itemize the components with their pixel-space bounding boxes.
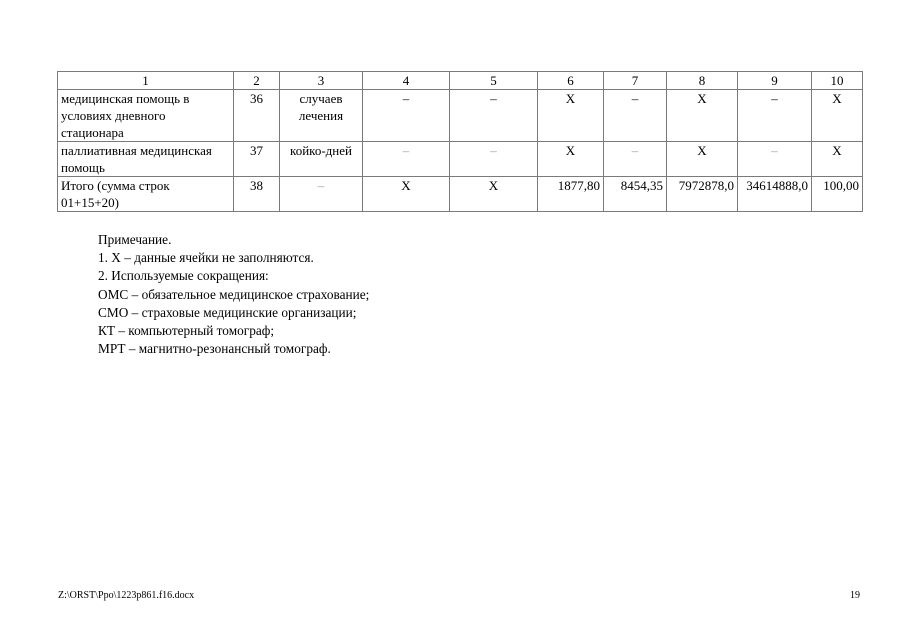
header-cell: 3 bbox=[280, 72, 363, 90]
row-label: медицинская помощь в условиях дневного стационара bbox=[58, 90, 234, 142]
table-cell: Х bbox=[538, 90, 604, 142]
table-cell: 8454,35 bbox=[604, 177, 667, 212]
table-cell: – bbox=[604, 142, 667, 177]
header-cell: 5 bbox=[450, 72, 538, 90]
header-row bbox=[58, 72, 863, 90]
table-cell: 34614888,0 bbox=[738, 177, 812, 212]
table-cell: – bbox=[450, 90, 538, 142]
row-number: 38 bbox=[234, 177, 280, 212]
note-line: КТ – компьютерный томограф; bbox=[98, 323, 275, 339]
header-cell: 2 bbox=[234, 72, 280, 90]
note-line: МРТ – магнитно-резонансный томограф. bbox=[98, 341, 331, 357]
table-cell: – bbox=[738, 142, 812, 177]
data-table bbox=[57, 71, 863, 212]
note-heading: Примечание. bbox=[98, 232, 172, 247]
table-cell: 7972878,0 bbox=[667, 177, 738, 212]
row-label: Итого (сумма строк 01+15+20) bbox=[58, 177, 234, 212]
table-cell: – bbox=[450, 142, 538, 177]
unit-cell: случаев лечения bbox=[280, 90, 363, 142]
table-row bbox=[58, 142, 863, 177]
table-row bbox=[58, 90, 863, 142]
row-number: 36 bbox=[234, 90, 280, 142]
header-cell: 8 bbox=[667, 72, 738, 90]
table-cell: Х bbox=[667, 142, 738, 177]
row-label: паллиативная медицинская помощь bbox=[58, 142, 234, 177]
table-cell: Х bbox=[812, 142, 863, 177]
row-number: 37 bbox=[234, 142, 280, 177]
table-cell: Х bbox=[667, 90, 738, 142]
table-cell: 100,00 bbox=[812, 177, 863, 212]
header-cell: 7 bbox=[604, 72, 667, 90]
footer-file-path: Z:\ORST\Ppo\1223p861.f16.docx bbox=[58, 590, 195, 601]
table-cell: – bbox=[738, 90, 812, 142]
unit-cell: – bbox=[280, 177, 363, 212]
table-cell: Х bbox=[450, 177, 538, 212]
table-cell: – bbox=[604, 90, 667, 142]
note-line: 1. Х – данные ячейки не заполняются. bbox=[98, 250, 314, 266]
note-line: 2. Используемые сокращения: bbox=[98, 268, 269, 284]
header-cell: 10 bbox=[812, 72, 863, 90]
table-cell: Х bbox=[538, 142, 604, 177]
table-cell: – bbox=[363, 142, 450, 177]
table-row bbox=[58, 177, 863, 212]
table-cell: 1877,80 bbox=[538, 177, 604, 212]
note-block bbox=[98, 231, 369, 358]
header-cell: 4 bbox=[363, 72, 450, 90]
header-cell: 1 bbox=[58, 72, 234, 90]
note-line: ОМС – обязательное медицинское страхование; bbox=[98, 286, 370, 302]
table-cell: Х bbox=[363, 177, 450, 212]
table-cell: – bbox=[363, 90, 450, 142]
note-line: СМО – страховые медицинские организации; bbox=[98, 304, 357, 320]
page-number: 19 bbox=[850, 590, 860, 601]
unit-cell: койко-дней bbox=[280, 142, 363, 177]
table-cell: Х bbox=[812, 90, 863, 142]
header-cell: 9 bbox=[738, 72, 812, 90]
header-cell: 6 bbox=[538, 72, 604, 90]
